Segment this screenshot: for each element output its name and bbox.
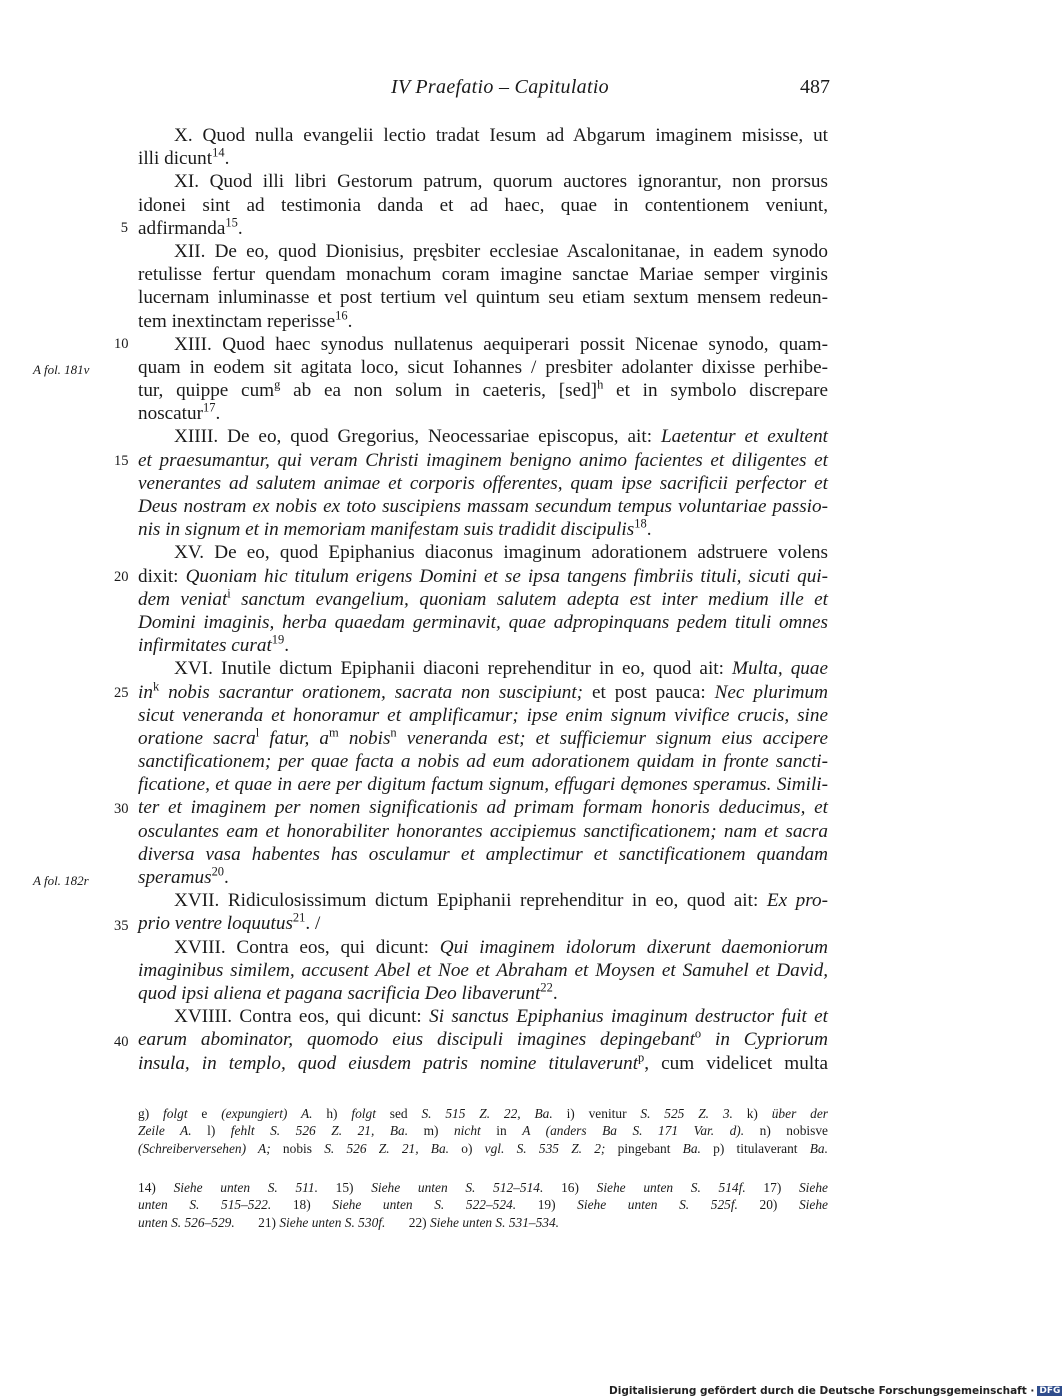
note-label: h)	[326, 1106, 352, 1121]
text-line	[138, 379, 828, 402]
footnote-ref: 16	[335, 308, 348, 323]
text-line	[138, 541, 828, 564]
text-span: XVI. Inutile dictum Epiphanii diaconi reprehenditur in eo, quod ait:	[174, 658, 733, 680]
text-line	[138, 727, 828, 750]
note-italic: S. 526 Z. 21, Ba.	[324, 1140, 450, 1156]
quotation-text: quod ipsi aliena et pagana sacrificia Deo libaverunt	[138, 982, 541, 1004]
dfg-logo: DFG	[1039, 1386, 1061, 1396]
note-italic: nicht	[453, 1123, 481, 1139]
note-italic: Zeile A.	[138, 1123, 192, 1139]
text-span: . /	[305, 913, 321, 935]
note-italic: fehlt S. 526 Z. 21, Ba.	[230, 1123, 409, 1139]
line-number: 35	[114, 918, 129, 934]
note-italic: folgt	[163, 1106, 188, 1121]
quotation-text: nobis sacrantur orationem, sacrata non suscipiunt;	[159, 681, 584, 703]
quotation-text: ficatione, et quae in aere per digitum factum signum, effugari dęmones speramus. Simili-	[138, 774, 828, 796]
note-label: 22)	[408, 1214, 430, 1230]
apparatus-ref: p	[638, 1050, 645, 1065]
text-line	[138, 356, 828, 379]
text-line	[138, 704, 828, 727]
text-span: XV. De eo, quod Epiphanius diaconus imaginum adorationem adstruere volens	[174, 542, 828, 564]
apparatus-ref: n	[390, 725, 397, 740]
note-italic: Siehe	[798, 1197, 828, 1213]
text-line	[138, 796, 828, 819]
quotation-text: sanctum evangelium, quoniam salutem adepta est inter medium ille et	[230, 588, 828, 610]
note-italic: Ba.	[682, 1140, 701, 1156]
apparatus-ref: l	[255, 725, 260, 740]
quotation-text: venerantes ad salutem animae et corporis offerentes, quam ipse sacrificii perfector et	[138, 472, 828, 494]
footnote-ref: 21	[292, 910, 306, 925]
quotation-text: fatur, a	[259, 727, 330, 749]
text-span: tem inextinctam reperisse	[138, 310, 336, 332]
text-line	[138, 1052, 828, 1075]
footnote-ref: 20	[211, 864, 225, 879]
note-italic: (expungiert) A.	[221, 1106, 313, 1121]
note-label: k)	[746, 1106, 772, 1121]
quotation-text: nobis	[338, 727, 391, 749]
apparatus-line	[138, 1105, 828, 1122]
note-label: 20)	[759, 1197, 799, 1213]
note-label: n)	[759, 1123, 787, 1139]
text-line	[138, 565, 828, 588]
quotation-text: Deus nostram ex nobis ex toto suscipiens massam secundum tempus voluntariae passio-	[138, 496, 828, 517]
text-span: XIII. Quod haec synodus nullatenus aequiperari possit Nicenae synodo, quam-	[174, 333, 828, 355]
critical-apparatus	[138, 1105, 828, 1157]
quotation-text: prio ventre loquutus	[138, 913, 293, 935]
text-line	[138, 1005, 828, 1028]
main-text	[138, 124, 828, 1075]
quotation-text: earum abominator, quomodo eius discipuli imagines depingebant	[138, 1029, 695, 1051]
quotation-text: speramus	[138, 867, 212, 888]
text-line	[138, 912, 828, 935]
text-span: XIIII. De eo, quod Gregorius, Neocessariae episcopus, ait:	[174, 426, 661, 448]
quotation-text: Si sanctus Epiphanius imaginum destructor fuit et	[429, 1006, 828, 1028]
apparatus-ref: g	[274, 377, 281, 392]
reference-line	[138, 1196, 828, 1213]
digitization-credit	[609, 1385, 1062, 1397]
note-roman: sed	[375, 1106, 422, 1121]
text-line	[138, 194, 828, 217]
note-italic: Siehe	[798, 1180, 828, 1195]
quotation-text: nis in signum et in memoriam manifestam suis tradidit discipulis	[138, 519, 635, 541]
text-span: X. Quod nulla evangelii lectio tradat Iesum ad Abgarum imaginem misisse, ut	[174, 125, 828, 146]
text-line	[138, 495, 828, 518]
line-number: 25	[114, 685, 129, 701]
text-line	[138, 333, 828, 356]
text-line	[138, 286, 828, 309]
note-roman: venitur	[588, 1106, 641, 1121]
text-span: ab ea non solum in caeteris, [sed]	[280, 380, 598, 402]
text-line: infirmitates curat$^{19}$.	[138, 632, 290, 657]
line-number: 5	[120, 220, 128, 236]
note-italic: (Schreiberversehen) A;	[138, 1140, 271, 1156]
footnote-ref: 22	[540, 980, 553, 995]
text-line: noscatur$^{17}$.	[138, 400, 221, 425]
quotation-text: sicut veneranda et honoramur et amplificamur; ipse enim signum vivifice crucis, sine	[138, 704, 828, 726]
text-line	[138, 588, 828, 611]
note-label: g)	[138, 1106, 163, 1121]
apparatus-ref: i	[227, 586, 231, 601]
text-line	[138, 170, 828, 193]
text-line	[138, 750, 828, 773]
text-line	[138, 472, 828, 495]
quotation-text: Laetentur et exultent	[660, 426, 828, 448]
text-span: illi dicunt	[138, 148, 213, 170]
margin-note-folio: A fol. 182r	[33, 873, 89, 888]
quotation-text: Domini imaginis, herba quaedam germinavit, quae adpropinquans pedem tituli omnes	[138, 611, 828, 633]
note-label: 16)	[561, 1180, 597, 1195]
footnote-ref: 17	[203, 400, 216, 415]
text-line	[138, 820, 828, 843]
note-roman: pingebant	[605, 1140, 683, 1156]
quotation-text: oratione sacra	[138, 727, 256, 749]
quotation-text: veneranda est; et sufficiemur signum eius accipere	[396, 727, 828, 749]
text-span: quam in eodem sit agitata loco, sicut Iohannes / presbiter adolanter dixisse perhibe-	[138, 356, 828, 378]
quotation-text: infirmitates curat	[138, 635, 272, 657]
quotation-text: dem veniat	[138, 588, 228, 610]
text-line	[138, 263, 828, 286]
note-label: m)	[423, 1123, 454, 1139]
text-line	[138, 425, 828, 448]
text-span: XVIIII. Contra eos, qui dicunt:	[174, 1006, 430, 1028]
text-span: , cum videlicet multa	[644, 1052, 828, 1074]
text-span: XII. De eo, quod Dionisius, pręsbiter ecclesiae Ascalonitanae, in eadem synodo	[174, 240, 828, 262]
text-line	[138, 657, 828, 680]
quotation-text: Nec plurimum	[714, 681, 828, 703]
page-number: 487	[800, 76, 830, 98]
note-italic: S. 515 Z. 22, Ba.	[421, 1106, 553, 1121]
quotation-text: Qui imaginem idolorum dixerunt daemoniorum	[439, 936, 828, 958]
apparatus-line	[138, 1140, 828, 1157]
note-italic: Siehe unten S. 531–534.	[429, 1214, 560, 1230]
note-label: p)	[713, 1140, 737, 1156]
note-italic: Siehe unten S. 522–524.	[332, 1197, 517, 1213]
text-span: retulisse fertur quendam monachum coram imagine sanctae Mariae semper virginis	[138, 264, 828, 286]
margin-note-folio: A fol. 181v	[33, 362, 90, 377]
text-span: et in symbolo discrepare	[603, 380, 829, 402]
line-number: 40	[114, 1034, 129, 1050]
note-italic: vgl. S. 535 Z. 2;	[484, 1140, 606, 1156]
note-label: 15)	[335, 1180, 372, 1195]
quotation-text: Ex pro-	[766, 890, 829, 912]
note-italic: Siehe unten S. 525f.	[577, 1197, 738, 1213]
quotation-text: ter et imaginem per nomen significationis ad primam formam honoris deducimus, et	[138, 797, 828, 819]
note-label: l)	[207, 1123, 231, 1139]
reference-line	[138, 1214, 828, 1231]
note-italic: Siehe unten S. 530f.	[279, 1214, 386, 1230]
text-line	[138, 889, 828, 912]
text-span: adfirmanda	[138, 217, 226, 239]
note-label: 19)	[537, 1197, 578, 1213]
quotation-text: Multa, quae	[732, 658, 829, 680]
note-label: 17)	[763, 1180, 799, 1195]
text-line: speramus$^{20}$.	[138, 864, 229, 888]
text-line	[138, 449, 828, 472]
credit-text: Digitalisierung gefördert durch die Deutsche Forschungsgemeinschaft ·	[609, 1385, 1035, 1397]
apparatus-ref: m	[329, 725, 339, 740]
running-header-title: IV Praefatio – Capitulatio	[391, 76, 609, 98]
text-line	[138, 1028, 828, 1051]
line-number: 15	[114, 453, 129, 469]
text-span: XI. Quod illi libri Gestorum patrum, quorum auctores ignorantur, non prorsus	[174, 171, 828, 193]
note-italic: unten S. 515–522.	[138, 1197, 272, 1213]
reference-line	[138, 1179, 828, 1196]
note-roman: titulaverant	[736, 1140, 810, 1156]
apparatus-line	[138, 1122, 828, 1139]
text-span: idonei sint ad testimonia danda et ad haec, quae in contentionem veniunt,	[138, 194, 828, 216]
note-roman: nobisve	[786, 1123, 828, 1139]
text-line	[138, 843, 828, 866]
footnote-ref: 19	[271, 632, 285, 647]
quotation-text: diversa vasa habentes has osculamur et amplectimur et sanctificationem quandam	[138, 843, 828, 865]
text-span: lucernam inluminasse et post tertium vel quintum seu etiam sextum mensem redeun-	[138, 287, 828, 309]
line-number: 20	[114, 569, 129, 585]
text-line: tem inextinctam reperisse$^{16}$.	[138, 308, 353, 332]
note-italic: Siehe unten S. 511.	[173, 1180, 318, 1195]
text-line: adfirmanda$^{15}$.	[138, 215, 243, 239]
quotation-text: imaginibus similem, accusent Abel et Noe et Abraham et Moysen et Samuhel et David,	[138, 959, 828, 981]
text-line	[138, 124, 828, 147]
text-line	[138, 681, 828, 704]
quotation-text: in	[138, 681, 153, 703]
note-roman: in	[480, 1123, 523, 1139]
note-label: o)	[461, 1140, 485, 1156]
text-line	[138, 240, 828, 263]
note-italic: unten S. 526–529.	[138, 1214, 235, 1230]
text-line	[138, 773, 828, 796]
text-span: noscatur	[138, 403, 204, 425]
note-italic: folgt	[351, 1106, 376, 1121]
apparatus-ref: o	[694, 1026, 702, 1041]
text-span: XVII. Ridiculosissimum dictum Epiphanii reprehenditur in eo, quod ait:	[174, 890, 767, 912]
text-line	[138, 936, 828, 959]
apparatus-ref: k	[152, 679, 160, 694]
text-span: tur, quippe cum	[138, 380, 275, 402]
line-number: 10	[114, 336, 129, 352]
text-line: illi dicunt$^{14}$.	[138, 145, 230, 170]
note-roman: e	[187, 1106, 222, 1121]
quotation-text: in Cypriorum	[701, 1029, 828, 1051]
quotation-text: et praesumantur, qui veram Christi imaginem benigno animo facientes et diligentes et	[138, 449, 828, 471]
note-label: 21)	[258, 1214, 280, 1230]
note-italic: Ba.	[809, 1140, 828, 1156]
text-span: XVIII. Contra eos, qui dicunt:	[174, 936, 440, 958]
quotation-text: insula, in templo, quod eiusdem patris nomine titulaverunt	[138, 1052, 639, 1074]
note-italic: Siehe unten S. 514f.	[596, 1180, 746, 1195]
footnote-ref: 14	[212, 145, 225, 160]
text-line: quod ipsi aliena et pagana sacrificia Deo libaverunt$^{22}$.	[138, 980, 558, 1004]
footnote-ref: 18	[634, 516, 647, 531]
source-references	[138, 1179, 828, 1231]
note-italic: S. 525 Z. 3.	[640, 1106, 733, 1121]
text-line: nis in signum et in memoriam manifestam suis tradidit discipulis$^{18}$.	[138, 516, 652, 541]
quotation-text: Quoniam hic titulum erigens Domini et se ipsa tangens fimbriis tituli, sicuti qui-	[185, 565, 829, 587]
note-roman: nobis	[270, 1140, 325, 1156]
apparatus-ref: h	[597, 377, 604, 392]
note-italic: Siehe unten S. 512–514.	[371, 1180, 544, 1195]
text-line	[138, 611, 828, 634]
quotation-text: sanctificationem; per quae facta a nobis ad eum adorationem quidam in fronte sancti-	[138, 751, 828, 773]
note-italic: A (anders Ba S. 171 Var. d).	[522, 1123, 745, 1139]
line-number: 30	[114, 801, 129, 817]
note-label: 18)	[292, 1197, 333, 1213]
quotation-text: osculantes eam et honorabiliter honorantes accipiemus sanctificationem; nam et sacra	[138, 820, 828, 842]
text-span: et post pauca:	[583, 681, 715, 703]
text-line	[138, 959, 828, 982]
note-label: i)	[566, 1106, 589, 1121]
footnote-ref: 15	[225, 215, 238, 230]
text-span: dixit:	[138, 565, 186, 587]
note-label: 14)	[138, 1180, 174, 1195]
note-italic: über der	[771, 1106, 828, 1121]
